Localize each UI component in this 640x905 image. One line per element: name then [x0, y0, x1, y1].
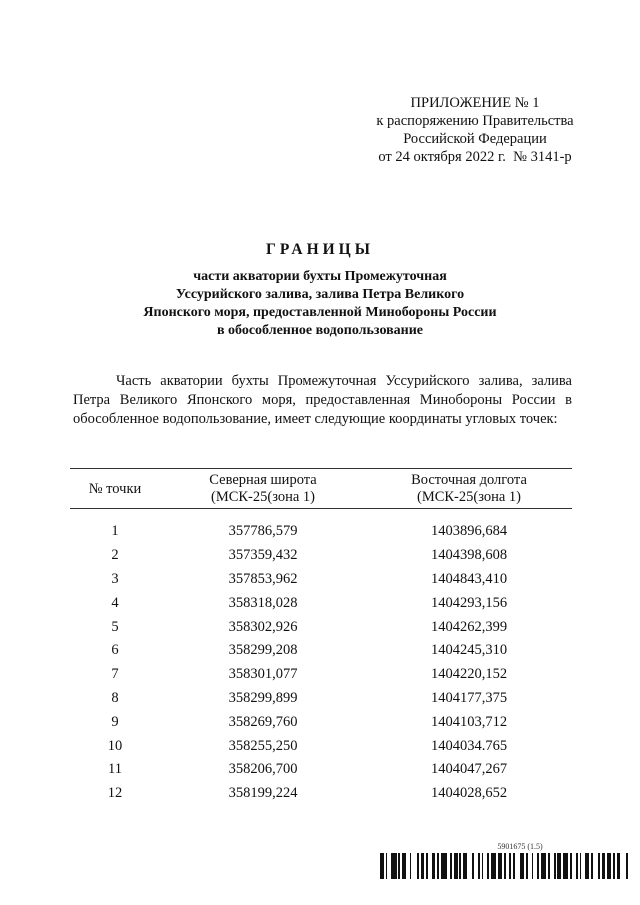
latitude-cell: 357359,432 [228, 547, 298, 564]
subtitle-line-4: в обособленное водопользование [216, 323, 424, 338]
header-longitude-system: (МСК-25(зона 1) [416, 489, 521, 505]
point-number-cell: 8 [111, 689, 119, 706]
appendix-date: от 24 октября 2022 г. № 3141-р [378, 149, 572, 165]
table-row [70, 639, 572, 663]
point-number-cell: 3 [111, 570, 119, 587]
longitude-cell: 1404034.765 [430, 737, 508, 754]
table-row [70, 591, 572, 615]
point-number-cell: 5 [111, 618, 119, 635]
appendix-government: Российской Федерации [403, 131, 547, 147]
longitude-cell: 1404177,375 [430, 689, 508, 706]
point-number-cell: 7 [111, 666, 119, 683]
point-number-cell: 11 [108, 761, 122, 778]
coordinates-body [70, 509, 572, 806]
appendix-order-ref: к распоряжению Правительства [376, 113, 574, 129]
header-latitude-system: (МСК-25(зона 1) [210, 489, 315, 505]
longitude-cell: 1404103,712 [430, 713, 508, 730]
longitude-cell: 1404293,156 [430, 594, 508, 611]
longitude-cell: 1404262,399 [430, 618, 508, 635]
barcode-block [380, 842, 630, 879]
table-row [70, 782, 572, 806]
latitude-cell: 358269,760 [228, 713, 298, 730]
appendix-number: ПРИЛОЖЕНИЕ № 1 [410, 95, 540, 111]
latitude-cell: 358301,077 [228, 666, 298, 683]
point-number-cell: 2 [111, 547, 119, 564]
header-latitude-title: Северная широта [209, 472, 317, 488]
intro-paragraph: Часть акватории бухты Промежуточная Уссурийского залива, залива Петра Великого Японского моря, предоставленная Минобороны России в обособленное водопользование, имеет следующие координаты угловых точек: [73, 373, 572, 427]
subtitle-line-3: Японского моря, предоставленной Минобороны России [143, 305, 497, 320]
table-row [70, 687, 572, 711]
latitude-cell: 358206,700 [228, 761, 298, 778]
barcode-bar [628, 853, 630, 879]
point-number-cell: 1 [111, 523, 119, 540]
table-row [70, 544, 572, 568]
document-title: ГРАНИЦЫ [266, 241, 374, 258]
longitude-cell: 1404028,652 [430, 785, 508, 802]
coordinates-table [70, 468, 572, 806]
point-number-cell: 6 [111, 642, 119, 659]
header-point: № точки [70, 469, 160, 509]
table-row [70, 710, 572, 734]
subtitle-line-2: Уссурийского залива, залива Петра Великого [175, 287, 465, 302]
point-number-cell: 10 [107, 737, 123, 754]
longitude-cell: 1404398,608 [430, 547, 508, 564]
point-number-cell: 12 [107, 785, 123, 802]
longitude-cell: 1403896,684 [430, 523, 508, 540]
header-latitude [160, 469, 366, 509]
latitude-cell: 358255,250 [228, 737, 298, 754]
latitude-cell: 358299,899 [228, 689, 298, 706]
latitude-cell: 358199,224 [228, 785, 298, 802]
table-row [70, 520, 572, 544]
point-number-cell: 4 [111, 594, 119, 611]
longitude-cell: 1404220,152 [430, 666, 508, 683]
longitude-cell: 1404843,410 [430, 570, 508, 587]
longitude-cell: 1404047,267 [430, 761, 508, 778]
barcode-image [380, 853, 630, 879]
table-row [70, 568, 572, 592]
latitude-cell: 357786,579 [228, 523, 298, 540]
table-row [70, 615, 572, 639]
appendix-header [340, 94, 610, 166]
header-longitude-title: Восточная долгота [411, 472, 527, 488]
subtitle-line-1: части акватории бухты Промежуточная [193, 269, 447, 284]
header-longitude [366, 469, 572, 509]
table-row [70, 663, 572, 687]
latitude-cell: 358318,028 [228, 594, 298, 611]
table-row [70, 734, 572, 758]
spacer-row [70, 509, 572, 521]
barcode-number: 5901675 (1.5) [497, 842, 543, 851]
document-subtitle [80, 268, 560, 340]
latitude-cell: 358299,208 [228, 642, 298, 659]
longitude-cell: 1404245,310 [430, 642, 508, 659]
latitude-cell: 358302,926 [228, 618, 298, 635]
table-header-row [70, 469, 572, 509]
latitude-cell: 357853,962 [228, 570, 298, 587]
point-number-cell: 9 [111, 713, 119, 730]
table-row [70, 758, 572, 782]
